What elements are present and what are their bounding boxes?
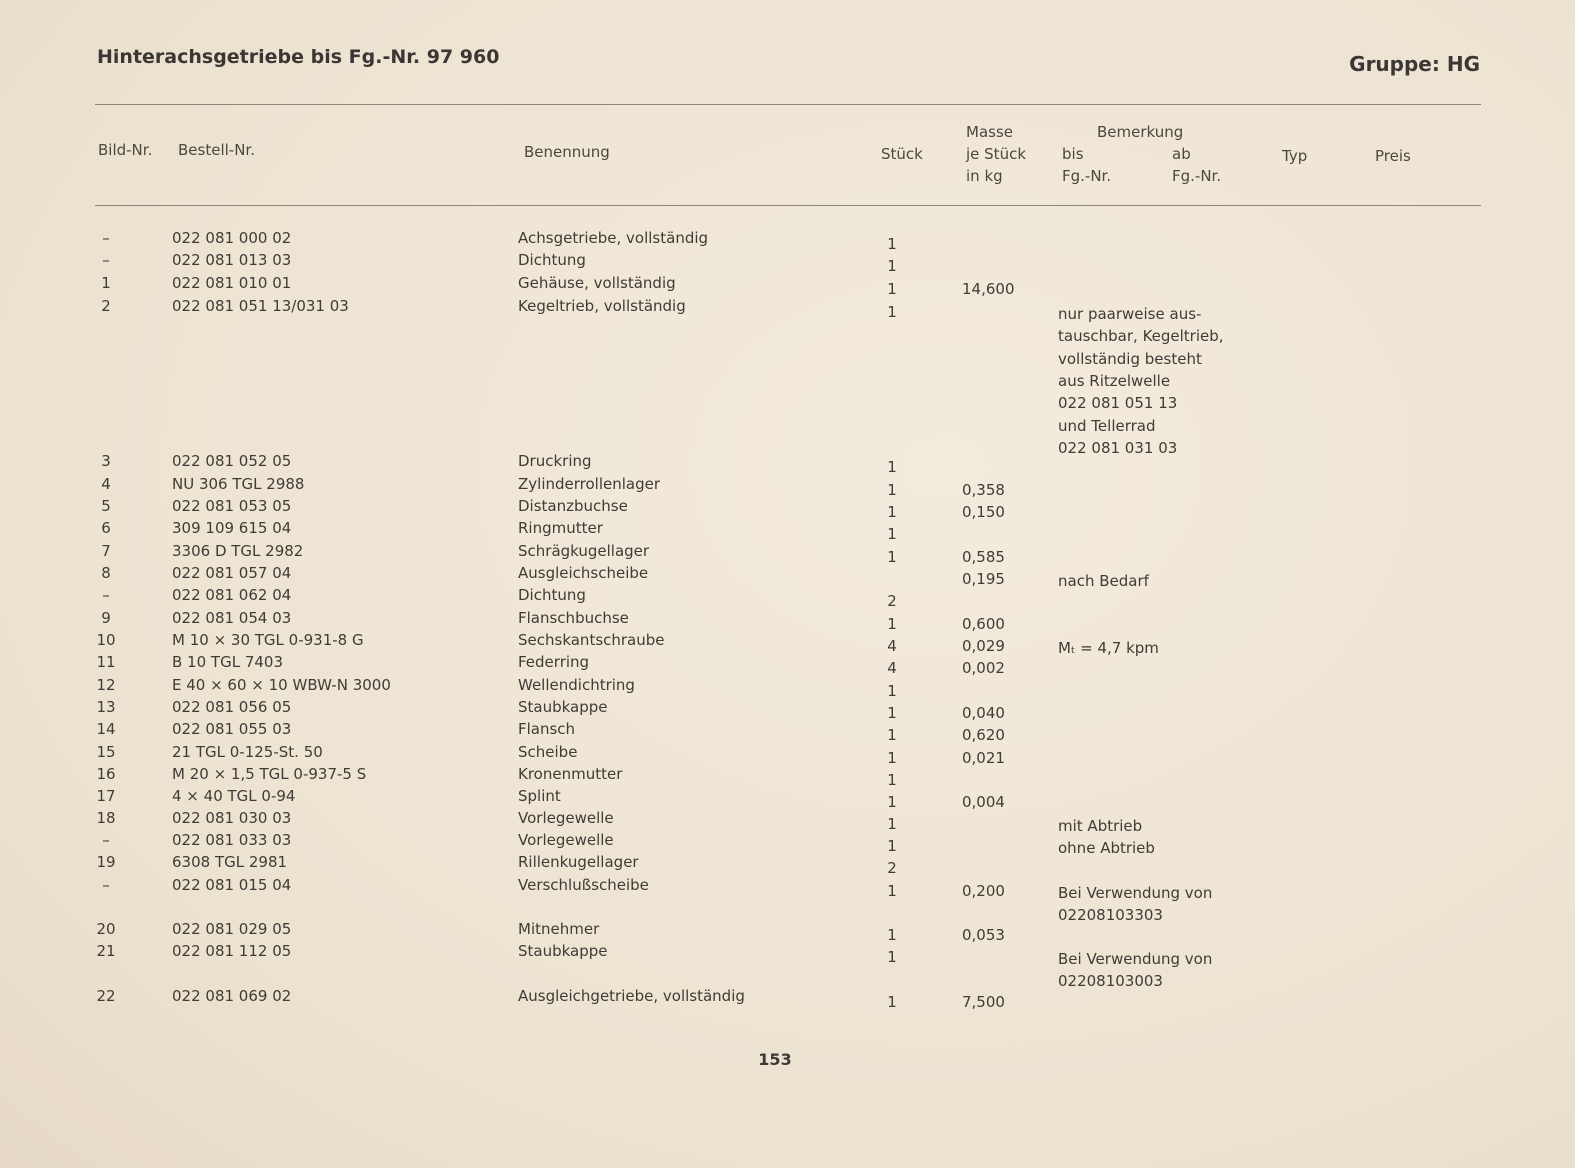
table-row — [0, 519, 1575, 541]
table-row — [0, 609, 1575, 631]
cell-stueck: 1 — [887, 682, 897, 700]
cell-bestell-nr: B 10 TGL 7403 — [172, 653, 283, 671]
cell-bestell-nr: 21 TGL 0-125-St. 50 — [172, 743, 323, 761]
cell-bemerkung: mit Abtrieb — [1058, 817, 1143, 835]
cell-bild-nr: 7 — [101, 542, 111, 560]
cell-bemerkung: ohne Abtrieb — [1058, 839, 1155, 857]
cell-bemerkung: tauschbar, Kegeltrieb, — [1058, 327, 1224, 346]
cell-bestell-nr: M 10 × 30 TGL 0-931-8 G — [172, 631, 364, 649]
cell-bemerkung: Bei Verwendung von — [1058, 950, 1213, 968]
col-header-benennung: Benennung — [524, 143, 610, 161]
table-row — [0, 743, 1575, 765]
table-row — [0, 987, 1575, 1009]
cell-stueck: 1 — [887, 280, 897, 298]
cell-stueck: 1 — [887, 503, 897, 521]
cell-bild-nr: 22 — [96, 987, 116, 1005]
cell-benennung: Vorlegewelle — [518, 831, 614, 849]
cell-bild-nr: 18 — [96, 809, 116, 827]
col-header-bis-line: bis — [1062, 145, 1084, 163]
cell-bestell-nr: 022 081 013 03 — [172, 251, 292, 269]
cell-bild-nr: – — [102, 586, 110, 604]
cell-stueck: 1 — [887, 525, 897, 543]
cell-stueck: 1 — [887, 837, 897, 855]
cell-bild-nr: 13 — [96, 698, 116, 716]
group-label: Gruppe: HG — [1349, 52, 1480, 76]
cell-masse: 0,600 — [962, 615, 1005, 633]
cell-bestell-nr: 022 081 062 04 — [172, 586, 292, 604]
cell-bemerkung: nur paarweise aus- — [1058, 305, 1202, 323]
cell-stueck: 1 — [887, 771, 897, 789]
cell-masse: 0,358 — [962, 481, 1005, 499]
cell-benennung: Dichtung — [518, 586, 586, 604]
cell-benennung: Vorlegewelle — [518, 809, 614, 827]
cell-bestell-nr: 022 081 051 13/031 03 — [172, 297, 349, 315]
cell-stueck: 1 — [887, 926, 897, 944]
cell-stueck: 1 — [887, 235, 897, 253]
cell-benennung: Flansch — [518, 720, 576, 738]
cell-bemerkung: aus Ritzelwelle — [1058, 371, 1171, 390]
cell-benennung: Sechskantschraube — [518, 631, 665, 649]
cell-masse: 0,053 — [962, 926, 1005, 944]
table-row — [0, 586, 1575, 608]
cell-stueck: 1 — [887, 481, 897, 499]
cell-masse: 0,195 — [962, 570, 1005, 588]
table-row — [0, 297, 1575, 457]
cell-benennung: Wellendichtring — [518, 676, 635, 694]
col-header-preis: Preis — [1375, 147, 1411, 165]
cell-bestell-nr: 4 × 40 TGL 0-94 — [172, 787, 296, 805]
cell-bestell-nr: 022 081 030 03 — [172, 809, 292, 827]
page-title: Hinterachsgetriebe bis Fg.-Nr. 97 960 — [97, 46, 500, 68]
cell-benennung: Verschlußscheibe — [518, 876, 649, 894]
table-row — [0, 831, 1575, 857]
cell-stueck: 1 — [887, 993, 897, 1011]
cell-stueck: 1 — [887, 704, 897, 722]
col-header-bis-line: Fg.-Nr. — [1062, 167, 1112, 185]
cell-bestell-nr: E 40 × 60 × 10 WBW-N 3000 — [172, 676, 391, 694]
cell-masse: 14,600 — [962, 280, 1015, 298]
header-divider — [95, 205, 1481, 206]
cell-masse: 0,002 — [962, 659, 1005, 677]
cell-bestell-nr: 022 081 033 03 — [172, 831, 292, 849]
cell-bild-nr: 21 — [96, 942, 116, 960]
cell-benennung: Ausgleichgetriebe, vollständig — [518, 987, 745, 1005]
cell-bild-nr: 5 — [101, 497, 111, 515]
cell-stueck: 1 — [887, 548, 897, 566]
cell-benennung: Federring — [518, 653, 590, 671]
cell-bild-nr: 11 — [96, 653, 116, 671]
table-row — [0, 564, 1575, 590]
table-row — [0, 452, 1575, 474]
cell-bild-nr: 3 — [101, 452, 111, 470]
cell-bestell-nr: NU 306 TGL 2988 — [172, 475, 305, 493]
cell-bild-nr: 14 — [96, 720, 116, 738]
cell-benennung: Ringmutter — [518, 519, 603, 537]
cell-masse: 0,585 — [962, 548, 1005, 566]
cell-stueck: 1 — [887, 615, 897, 633]
cell-bild-nr: 8 — [101, 564, 111, 582]
col-header-ab-line: ab — [1172, 145, 1191, 163]
col-header-ab — [1172, 143, 1221, 187]
cell-bemerkung: vollständig besteht — [1058, 349, 1202, 368]
cell-masse: 0,620 — [962, 726, 1005, 744]
cell-bestell-nr: 022 081 054 03 — [172, 609, 292, 627]
cell-benennung: Kegeltrieb, vollständig — [518, 297, 686, 315]
cell-bild-nr: – — [102, 229, 110, 247]
cell-stueck: 1 — [887, 882, 897, 900]
table-row — [0, 676, 1575, 698]
cell-bemerkung: 02208103303 — [1058, 906, 1163, 925]
cell-bild-nr: 20 — [96, 920, 116, 938]
cell-benennung: Druckring — [518, 452, 592, 470]
cell-masse: 7,500 — [962, 993, 1005, 1011]
cell-benennung: Kronenmutter — [518, 765, 623, 783]
cell-stueck: 1 — [887, 749, 897, 767]
cell-benennung: Dichtung — [518, 251, 586, 269]
cell-benennung: Mitnehmer — [518, 920, 600, 938]
cell-bestell-nr: 6308 TGL 2981 — [172, 853, 288, 871]
cell-benennung: Gehäuse, vollständig — [518, 274, 676, 292]
cell-bild-nr: 12 — [96, 676, 116, 694]
cell-bestell-nr: 022 081 052 05 — [172, 452, 292, 470]
col-header-bis — [1062, 143, 1111, 187]
table-row — [0, 274, 1575, 296]
cell-masse: 0,150 — [962, 503, 1005, 521]
cell-bild-nr: 4 — [101, 475, 111, 493]
cell-stueck: 1 — [887, 948, 897, 966]
cell-benennung: Flanschbuchse — [518, 609, 629, 627]
cell-benennung: Staubkappe — [518, 942, 608, 960]
table-row — [0, 542, 1575, 564]
col-header-stueck: Stück — [881, 145, 923, 163]
cell-stueck: 4 — [887, 637, 897, 655]
table-row — [0, 698, 1575, 720]
cell-bestell-nr: 022 081 112 05 — [172, 942, 292, 960]
table-row — [0, 876, 1575, 925]
table-row — [0, 631, 1575, 657]
cell-benennung: Achsgetriebe, vollständig — [518, 229, 709, 247]
table-row — [0, 653, 1575, 675]
cell-masse: 0,029 — [962, 637, 1005, 655]
cell-stueck: 4 — [887, 659, 897, 677]
col-header-typ: Typ — [1282, 147, 1308, 165]
cell-benennung: Staubkappe — [518, 698, 608, 716]
cell-benennung: Zylinderrollenlager — [518, 475, 661, 493]
cell-stueck: 1 — [887, 793, 897, 811]
cell-bemerkung: 02208103003 — [1058, 972, 1163, 991]
cell-bestell-nr: 022 081 029 05 — [172, 920, 292, 938]
cell-stueck: 2 — [887, 859, 897, 877]
col-header-ab-line: Fg.-Nr. — [1172, 167, 1222, 185]
cell-bemerkung: 022 081 051 13 — [1058, 394, 1178, 413]
table-row — [0, 497, 1575, 519]
cell-bild-nr: 10 — [96, 631, 116, 649]
cell-bestell-nr: M 20 × 1,5 TGL 0-937-5 S — [172, 765, 367, 783]
col-header-masse-line: je Stück — [966, 145, 1027, 163]
cell-bild-nr: 6 — [101, 519, 111, 537]
cell-bild-nr: – — [102, 831, 110, 849]
cell-benennung: Rillenkugellager — [518, 853, 639, 871]
cell-bemerkung: Bei Verwendung von — [1058, 884, 1213, 902]
cell-bild-nr: 19 — [96, 853, 116, 871]
table-row — [0, 942, 1575, 991]
cell-stueck: 1 — [887, 458, 897, 476]
table-row — [0, 475, 1575, 497]
col-header-masse — [966, 121, 1026, 187]
page-number: 153 — [758, 1050, 792, 1069]
cell-bild-nr: 17 — [96, 787, 116, 805]
cell-bestell-nr: 022 081 056 05 — [172, 698, 292, 716]
cell-bild-nr: 2 — [101, 297, 111, 315]
cell-benennung: Schrägkugellager — [518, 542, 650, 560]
cell-bemerkung: Mₜ = 4,7 kpm — [1058, 639, 1159, 657]
cell-bild-nr: 15 — [96, 743, 116, 761]
table-row — [0, 251, 1575, 273]
cell-bestell-nr: 022 081 015 04 — [172, 876, 292, 894]
col-header-masse-line: in kg — [966, 167, 1003, 185]
cell-bild-nr: 9 — [101, 609, 111, 627]
cell-bemerkung: nach Bedarf — [1058, 572, 1149, 590]
table-row — [0, 229, 1575, 251]
cell-stueck: 1 — [887, 815, 897, 833]
cell-bild-nr: 1 — [101, 274, 111, 292]
table-row — [0, 720, 1575, 742]
top-divider — [95, 104, 1481, 105]
cell-bestell-nr: 022 081 000 02 — [172, 229, 292, 247]
cell-bestell-nr: 022 081 053 05 — [172, 497, 292, 515]
table-row — [0, 920, 1575, 942]
cell-bild-nr: 16 — [96, 765, 116, 783]
col-header-bestell: Bestell-Nr. — [178, 141, 255, 159]
cell-benennung: Splint — [518, 787, 561, 805]
cell-masse: 0,021 — [962, 749, 1005, 767]
table-row — [0, 787, 1575, 809]
table-row — [0, 809, 1575, 835]
cell-bestell-nr: 022 081 055 03 — [172, 720, 292, 738]
cell-masse: 0,004 — [962, 793, 1005, 811]
cell-stueck: 1 — [887, 257, 897, 275]
cell-bestell-nr: 309 109 615 04 — [172, 519, 292, 537]
cell-masse: 0,200 — [962, 882, 1005, 900]
cell-bild-nr: – — [102, 876, 110, 894]
cell-benennung: Ausgleichscheibe — [518, 564, 649, 582]
cell-benennung: Scheibe — [518, 743, 578, 761]
cell-stueck: 2 — [887, 592, 897, 610]
cell-bestell-nr: 3306 D TGL 2982 — [172, 542, 304, 560]
col-header-masse-line: Masse — [966, 123, 1013, 141]
cell-bemerkung: und Tellerrad — [1058, 416, 1156, 435]
table-row — [0, 853, 1575, 875]
cell-bild-nr: – — [102, 251, 110, 269]
cell-bestell-nr: 022 081 069 02 — [172, 987, 292, 1005]
cell-bestell-nr: 022 081 010 01 — [172, 274, 292, 292]
cell-stueck: 1 — [887, 726, 897, 744]
cell-masse: 0,040 — [962, 704, 1005, 722]
col-header-bild: Bild-Nr. — [98, 141, 153, 159]
cell-bestell-nr: 022 081 057 04 — [172, 564, 292, 582]
cell-stueck: 1 — [887, 303, 897, 321]
cell-bemerkung: 022 081 031 03 — [1058, 438, 1178, 457]
cell-benennung: Distanzbuchse — [518, 497, 628, 515]
col-header-bemerkung: Bemerkung — [1097, 123, 1184, 141]
table-row — [0, 765, 1575, 787]
